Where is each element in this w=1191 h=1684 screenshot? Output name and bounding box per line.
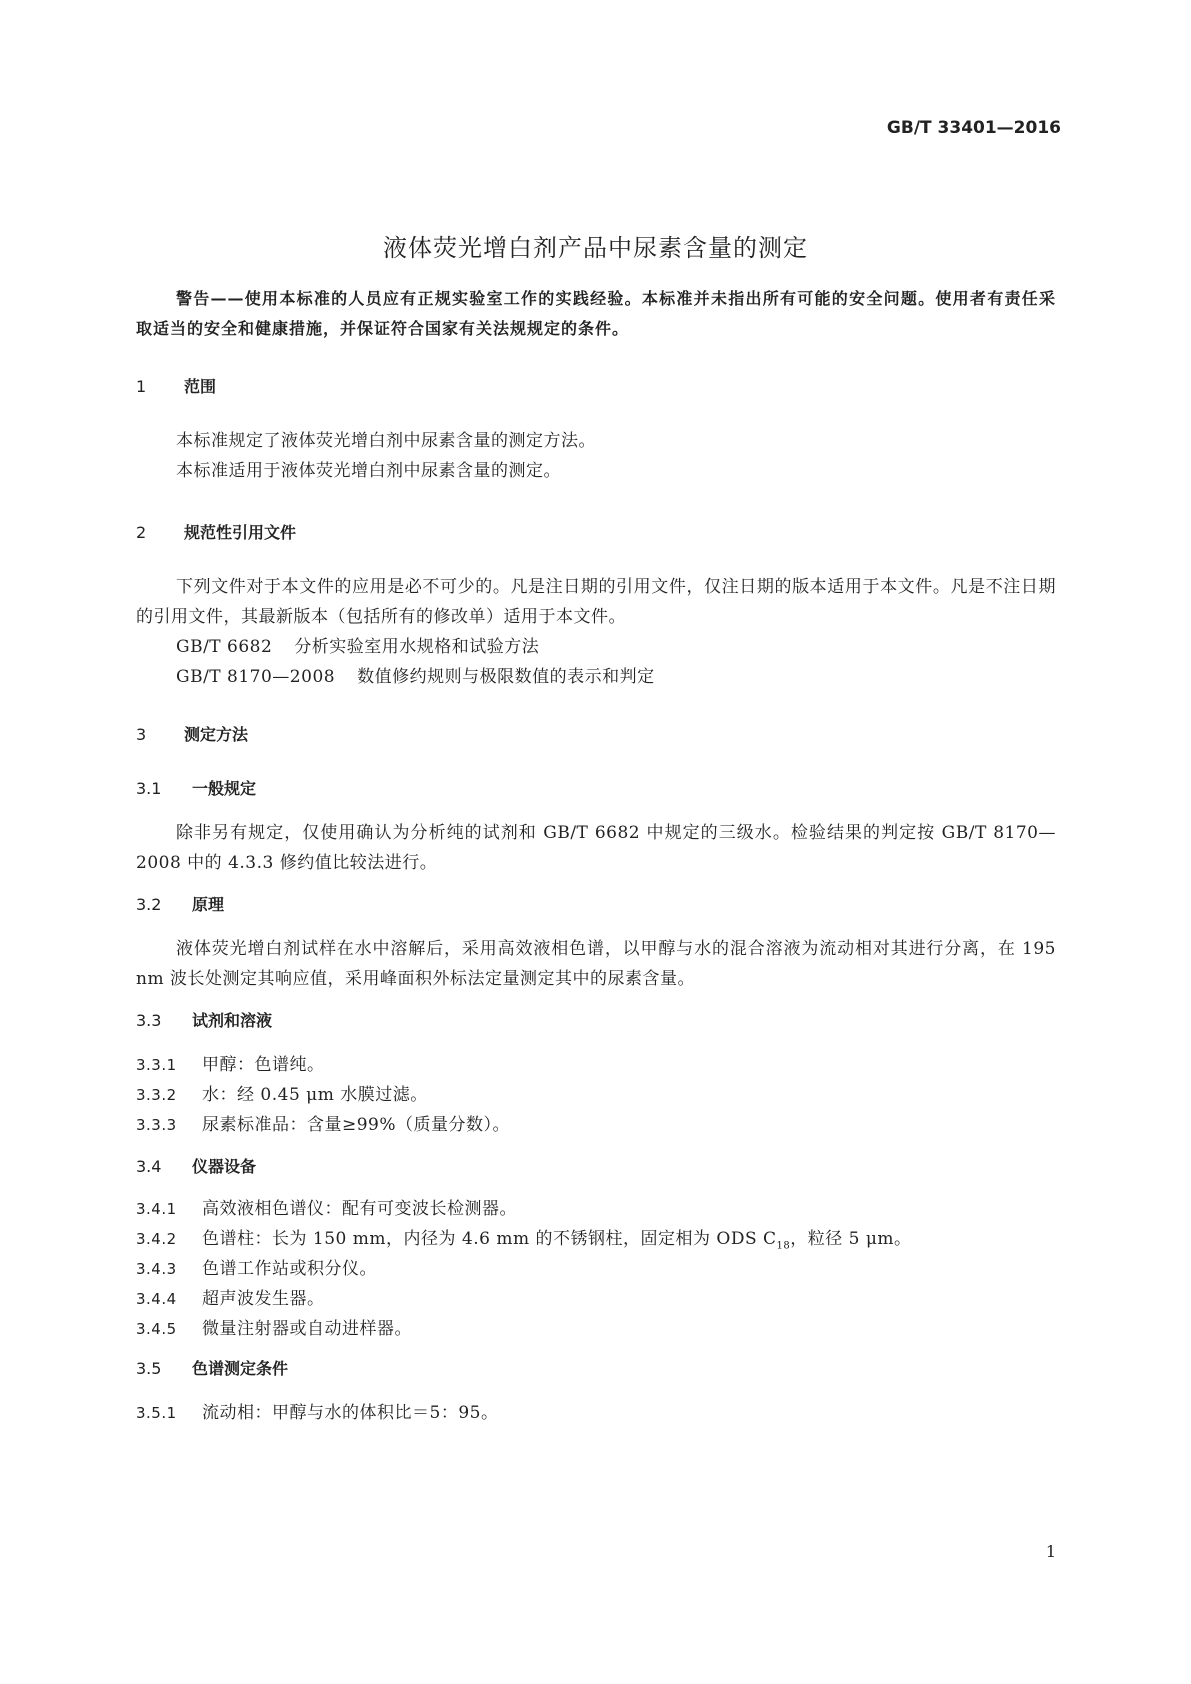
item-text: 尿素标准品：含量≥99%（质量分数）。 (202, 1115, 511, 1135)
section-2-heading (136, 520, 296, 543)
subsection-3-3-heading (136, 1008, 272, 1031)
paragraph: 下列文件对于本文件的应用是必不可少的。凡是注日期的引用文件，仅注日期的版本适用于本文件。凡是不注日期的引用文件，其最新版本（包括所有的修改单）适用于本文件。 (136, 577, 1056, 627)
subscript: 18 (776, 1240, 791, 1252)
list-item (136, 1284, 325, 1309)
paragraph: 本标准适用于液体荧光增白剂中尿素含量的测定。 (176, 461, 561, 481)
section-2-body (136, 572, 1056, 692)
reference-entry (136, 632, 1056, 662)
item-text: ，粒径 5 μm。 (790, 1229, 912, 1249)
item-number: 3.3.2 (136, 1086, 177, 1104)
subsection-3-1-body: 除非另有规定，仅使用确认为分析纯的试剂和 GB/T 6682 中规定的三级水。检验结果的判定按 GB/T 8170—2008 中的 4.3.3 修约值比较法进行。 (136, 823, 1056, 873)
item-number: 3.4.4 (136, 1290, 177, 1308)
subsection-title: 原理 (192, 895, 225, 914)
item-number: 3.4.3 (136, 1260, 177, 1278)
section-title: 测定方法 (184, 725, 249, 744)
item-text: 微量注射器或自动进样器。 (202, 1319, 412, 1339)
standard-number: GB/T 33401—2016 (886, 118, 1061, 138)
subsection-3-1-heading (136, 776, 256, 799)
reference-code: GB/T 8170—2008 (176, 667, 336, 687)
subsection-number: 3.4 (136, 1157, 162, 1176)
subsection-title: 一般规定 (192, 779, 257, 798)
item-number: 3.5.1 (136, 1404, 177, 1422)
subsection-number: 3.2 (136, 895, 162, 914)
subsection-3-5-heading (136, 1356, 288, 1379)
item-text: 水：经 0.45 μm 水膜过滤。 (202, 1085, 428, 1105)
item-text: 流动相：甲醇与水的体积比＝5：95。 (202, 1403, 499, 1423)
reference-code: GB/T 6682 (176, 637, 273, 657)
list-item (136, 1398, 498, 1423)
section-title: 规范性引用文件 (184, 523, 297, 542)
section-number: 2 (136, 523, 147, 542)
item-number: 3.3.1 (136, 1056, 177, 1074)
subsection-3-4-heading (136, 1154, 256, 1177)
item-text: 色谱柱：长为 150 mm，内径为 4.6 mm 的不锈钢柱，固定相为 ODS C (202, 1229, 777, 1249)
item-number: 3.4.2 (136, 1230, 177, 1248)
item-text: 色谱工作站或积分仪。 (202, 1259, 377, 1279)
list-item (136, 1110, 510, 1135)
paragraph: 本标准规定了液体荧光增白剂中尿素含量的测定方法。 (176, 431, 596, 451)
subsection-title: 试剂和溶液 (192, 1011, 273, 1030)
list-item (136, 1224, 912, 1251)
subsection-title: 色谱测定条件 (192, 1359, 289, 1378)
section-1-body (136, 426, 1056, 486)
document-title: 液体荧光增白剂产品中尿素含量的测定 (383, 234, 808, 262)
item-number: 3.3.3 (136, 1116, 177, 1134)
subsection-title: 仪器设备 (192, 1157, 257, 1176)
subsection-number: 3.5 (136, 1359, 162, 1378)
section-3-heading (136, 722, 248, 745)
subsection-number: 3.1 (136, 779, 162, 798)
list-item (136, 1194, 517, 1219)
page-number: 1 (1045, 1542, 1056, 1561)
warning-paragraph: 警告——使用本标准的人员应有正规实验室工作的实践经验。本标准并未指出所有可能的安全问题。使用者有责任采取适当的安全和健康措施，并保证符合国家有关法规规定的条件。 (136, 289, 1056, 338)
reference-entry (136, 662, 1056, 692)
reference-title: 数值修约规则与极限数值的表示和判定 (357, 667, 655, 687)
reference-title: 分析实验室用水规格和试验方法 (294, 637, 540, 657)
item-text: 甲醇：色谱纯。 (202, 1055, 325, 1075)
section-number: 1 (136, 377, 147, 396)
section-number: 3 (136, 725, 147, 744)
subsection-3-2-body: 液体荧光增白剂试样在水中溶解后，采用高效液相色谱，以甲醇与水的混合溶液为流动相对其进行分离，在 195 nm 波长处测定其响应值，采用峰面积外标法定量测定其中的尿素含量。 (136, 939, 1056, 989)
subsection-3-2-heading (136, 892, 224, 915)
section-title: 范围 (184, 377, 217, 396)
item-number: 3.4.1 (136, 1200, 177, 1218)
item-text: 高效液相色谱仪：配有可变波长检测器。 (202, 1199, 517, 1219)
item-text: 超声波发生器。 (202, 1289, 325, 1309)
list-item (136, 1254, 377, 1279)
list-item (136, 1080, 428, 1105)
item-number: 3.4.5 (136, 1320, 177, 1338)
list-item (136, 1050, 325, 1075)
list-item (136, 1314, 412, 1339)
subsection-number: 3.3 (136, 1011, 162, 1030)
section-1-heading (136, 374, 216, 397)
